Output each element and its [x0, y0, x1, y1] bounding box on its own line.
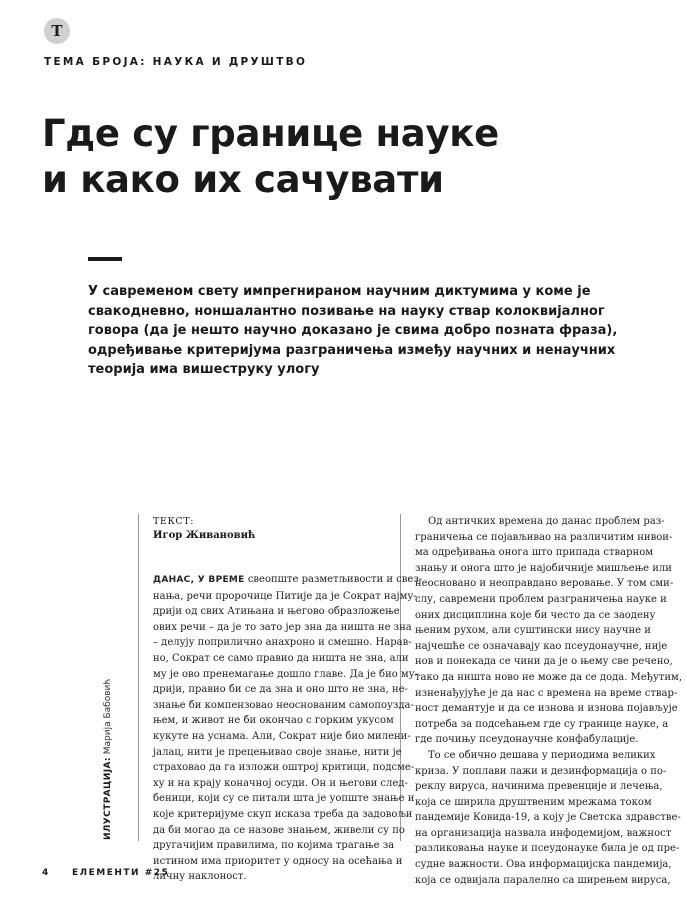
body-line: оних дисциплина које би често да се заодену — [415, 609, 656, 621]
page-number: 4 — [42, 868, 50, 878]
body-line: нов и понекада се чини да је о њему све речено, — [415, 656, 673, 668]
body-line: – делују поприлично анахроно и смешно. Нарав- — [153, 637, 412, 649]
body-line: знању и онога што је најобичније мишљење или — [415, 562, 672, 574]
lead-dash-divider — [88, 257, 122, 261]
title-line: и како их сачувати — [42, 158, 444, 201]
magazine-issue: ЕЛЕМЕНТИ #25 — [72, 868, 170, 878]
body-line: другачијим правилима, по којима трагање за — [153, 840, 395, 852]
body-line: страховао да га изложи оштрој критици, подсме- — [153, 762, 415, 774]
column-rule-left — [138, 514, 139, 841]
title-line: Где су границе науке — [42, 112, 499, 155]
body-line: најчешће се означавају као псеудонаучне, није — [415, 640, 668, 652]
body-column-2 — [415, 514, 682, 888]
body-line: личну наклоност. — [153, 871, 247, 883]
section-rubric: ТЕМА БРОЈА: НАУКА И ДРУШТВО — [44, 56, 308, 68]
body-line: дрији од свих Атињана и његово образложење — [153, 606, 400, 618]
body-line: кукуте на уснама. Али, Сократ није био милени- — [153, 730, 411, 742]
lead-line: свакодневно, ноншалантно позивање на науку ствар колоквијалног — [88, 303, 605, 319]
body-line: ху и на крају коначној осуди. Он и његови след- — [153, 777, 408, 789]
body-line: њеним рухом, али суштински нису научне и — [415, 625, 651, 637]
body-line: њем, и живот не би окончао с горким укусом — [153, 715, 394, 727]
body-line: где почињу псеудонаучне конфабулације. — [415, 734, 639, 746]
lead-line: У савременом свету импрегнираном научним диктумима у коме је — [88, 284, 591, 299]
first-line-text: свеопште разметљивости и свез- — [247, 574, 423, 585]
body-line: знање би компензовао неоснованим самопоузда- — [153, 699, 414, 711]
illustration-credit — [101, 604, 115, 840]
lead-line: говора (да је нешто научно доказано је свима добро позната фраза), — [88, 323, 618, 338]
body-line: да би могао да се назове знањем, живели су по — [153, 824, 405, 836]
body-line: нања, речи пророчице Питије да је Сократ најму- — [153, 590, 417, 602]
body-line: дрији, правио би се да зна и оно што не зна, не- — [153, 684, 408, 696]
lead-in: ДАНАС, У ВРЕМЕ — [153, 575, 245, 585]
body-line: истином има приоритет у односу на осећања и — [153, 855, 403, 867]
article-lead — [88, 282, 618, 380]
body-line — [153, 572, 422, 589]
body-line: криза. У поплави лажи и дезинформација о по- — [415, 765, 667, 777]
body-line: на организација назвала инфодемијом, важност — [415, 827, 672, 839]
body-line: потреба за подсећањем где су границе науке, а — [415, 718, 669, 730]
body-line: пандемије Ковида-19, а коју је Светска здравстве- — [415, 812, 681, 824]
lead-line: теорија има вишеструку улогу — [88, 362, 320, 377]
body-line: неосновано и неоправдано веровање. У том сми- — [415, 578, 674, 590]
body-line: која се одвијала паралелно са ширењем вируса, — [415, 874, 671, 886]
body-line: Од античких времена до данас проблем раз- — [428, 516, 665, 527]
body-line: му је ово пренемагање дошло главе. Да је био му- — [153, 668, 418, 680]
section-badge: T — [44, 18, 70, 44]
body-line: беници, који су се питали шта је уопште знање и — [153, 793, 415, 805]
article-title — [42, 111, 499, 203]
body-line: које критеријуме скуп исказа треба да задовољи — [153, 808, 413, 820]
illustration-credit-label: ИЛУСТРАЦИЈА: — [103, 757, 113, 840]
body-line: реклу вируса, начинима превенције и лечења, — [415, 781, 663, 793]
body-line: изненађујуће је да нас с времена на време ствар- — [415, 687, 678, 699]
body-line: судне важности. Ова информацијска пандемија, — [415, 859, 672, 871]
body-line: слу, савремени проблем разграничења науке и — [415, 593, 667, 605]
page-footer — [42, 868, 169, 878]
author-label: ТЕКСТ: — [153, 516, 195, 527]
body-line: граничења се појављивао на различитим нивои- — [415, 531, 673, 543]
body-line: која се ширила друштвеним мрежама током — [415, 796, 652, 808]
lead-line: одређивање критеријума разграничења између научних и ненаучних — [88, 342, 616, 358]
body-line: ност демантује и да се изнова и изнова појављује — [415, 703, 678, 715]
body-line: но, Сократ се само правио да ништа не зна, али — [153, 652, 409, 664]
illustration-credit-name: Марија Бабовић — [103, 678, 113, 755]
body-line: разликовања науке и псеудонауке била је од пре- — [415, 843, 680, 855]
illustration-credit-text — [103, 679, 113, 840]
body-line: ма одређивања онога што припада стварном — [415, 547, 654, 559]
body-column-1 — [153, 572, 422, 885]
body-line: тако да ништа ново не може да се дода. Међутим, — [415, 671, 682, 683]
body-line: јалац, нити је прецењивао своје знање, нити је — [153, 746, 402, 758]
body-line: ових речи – да је то зато јер зна да ништа не зна — [153, 621, 412, 633]
body-line: То се обично дешава у периодима великих — [428, 749, 656, 761]
author-name: Игор Живановић — [153, 530, 256, 541]
